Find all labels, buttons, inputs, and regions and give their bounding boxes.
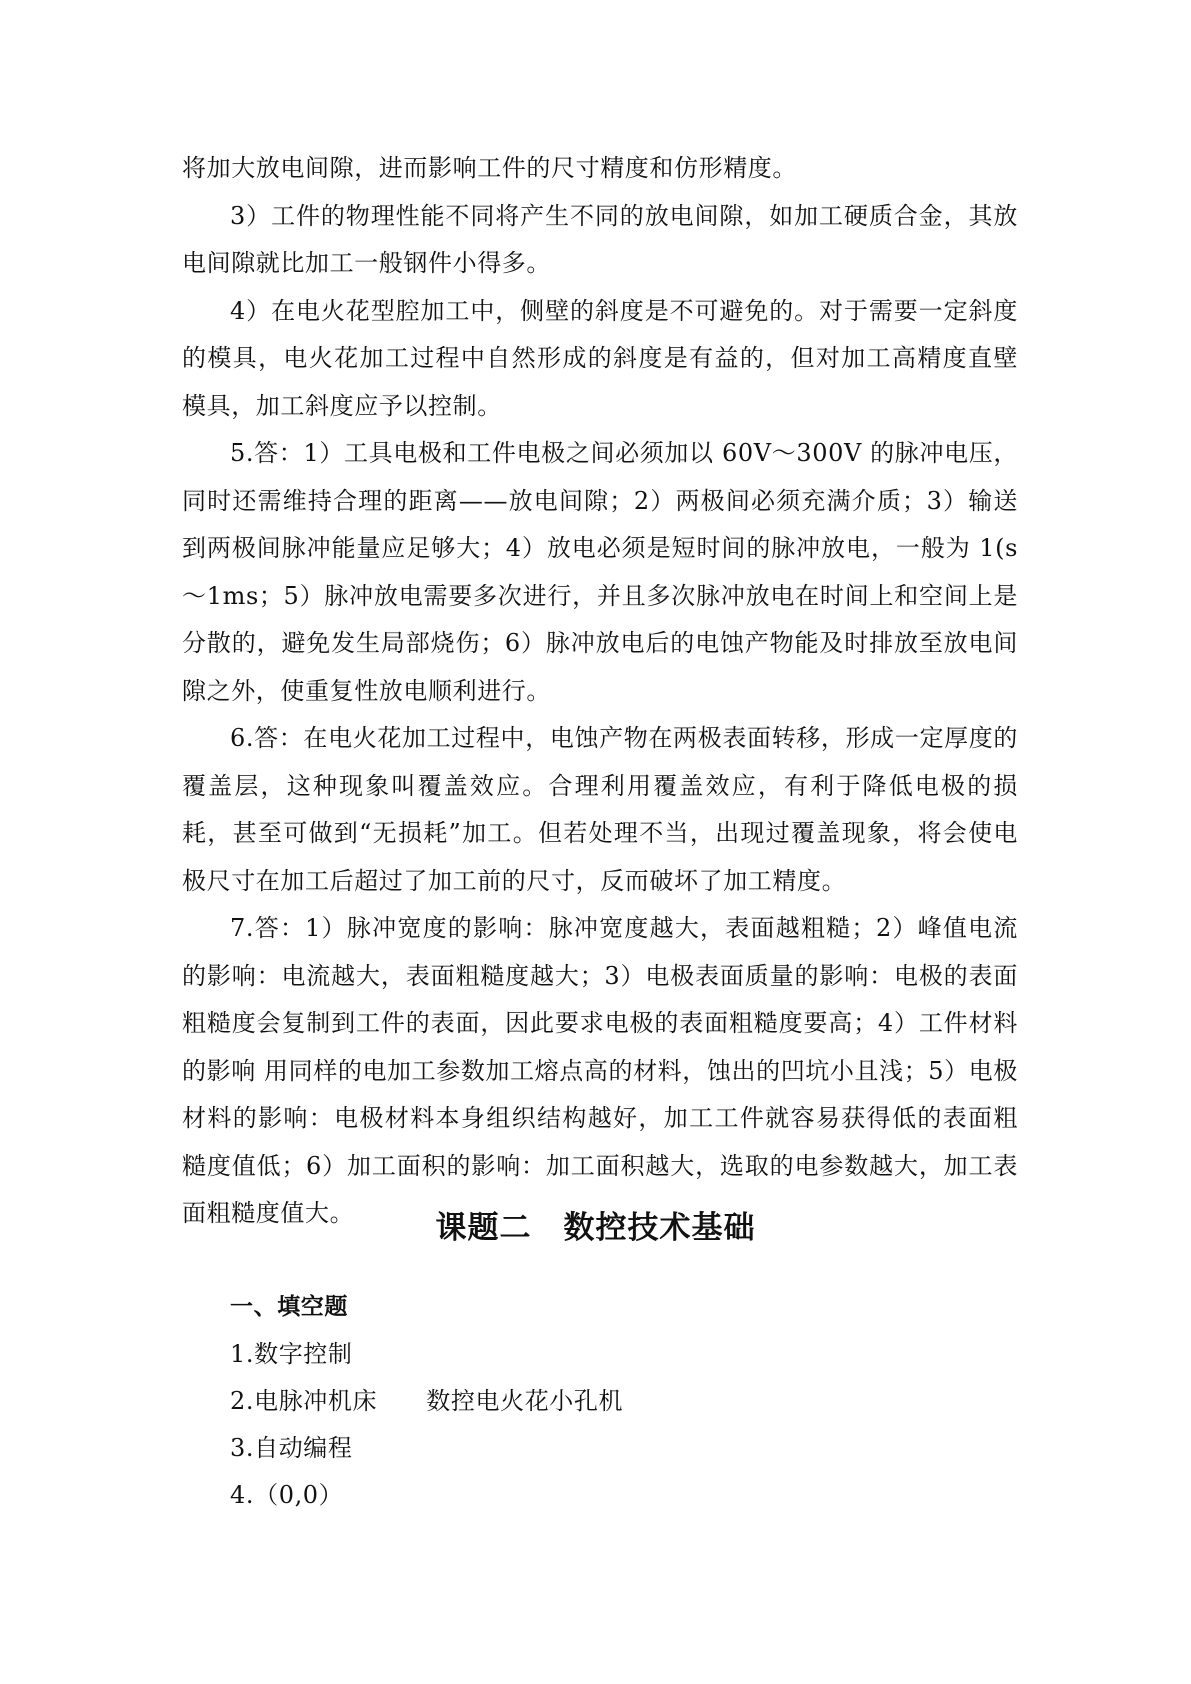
paragraph-item-4: 4）在电火花型腔加工中，侧壁的斜度是不可避免的。对于需要一定斜度的模具，电火花加工过程中自然形成的斜度是有益的，但对加工高精度直壁模具，加工斜度应予以控制。 [182,296,1018,420]
fill-in-section [230,1284,1010,1519]
answer-item: 4.（0,0） [230,1481,344,1509]
paragraph-continuation: 将加大放电间隙，进而影响工件的尺寸精度和仿形精度。 [182,154,797,182]
body-text [182,145,1018,1238]
answer-item: 2.电脉冲机床 数控电火花小孔机 [230,1387,624,1415]
paragraph-answer-5: 5.答：1）工具电极和工件电极之间必须加以 60V～300V 的脉冲电压，同时还需维持合理的距离——放电间隙；2）两极间必须充满介质；3）输送到两极间脉冲能量应足够大；4）放电必须是短时间的脉冲放电，一般为 1(s～1ms；5）脉冲放电需要多次进行，并且多次脉冲放电在时间上和空间上是分散的，避免发生局部烧伤；6）脉冲放电后的电蚀产物能及时排放至放电间隙之外，使重复性放电顺利进行。 [182,439,1018,705]
section-heading: 一、填空题 [230,1294,348,1320]
answer-item: 1.数字控制 [230,1340,353,1368]
answer-item: 3.自动编程 [230,1434,353,1462]
paragraph-item-3: 3）工件的物理性能不同将产生不同的放电间隙，如加工硬质合金，其放电间隙就比加工一般钢件小得多。 [182,201,1018,277]
paragraph-answer-7: 7.答：1）脉冲宽度的影响：脉冲宽度越大，表面越粗糙；2）峰值电流的影响：电流越大，表面粗糙度越大；3）电极表面质量的影响：电极的表面粗糙度会复制到工件的表面，因此要求电极的表面粗糙度要高；4）工件材料的影响 用同样的电加工参数加工熔点高的材料，蚀出的凹坑小且浅；5）电极材料的影响：电极材料本身组织结构越好，加工工件就容易获得低的表面粗糙度值低；6）加工面积的影响：加工面积越大，选取的电参数越大，加工表面粗糙度值大。 [182,914,1018,1227]
paragraph-answer-6: 6.答：在电火花加工过程中，电蚀产物在两极表面转移，形成一定厚度的覆盖层，这种现象叫覆盖效应。合理利用覆盖效应，有利于降低电极的损耗，甚至可做到“无损耗”加工。但若处理不当，出现过覆盖现象，将会使电极尺寸在加工后超过了加工前的尺寸，反而破坏了加工精度。 [182,724,1018,895]
chapter-title: 课题二 数控技术基础 [435,1209,756,1246]
